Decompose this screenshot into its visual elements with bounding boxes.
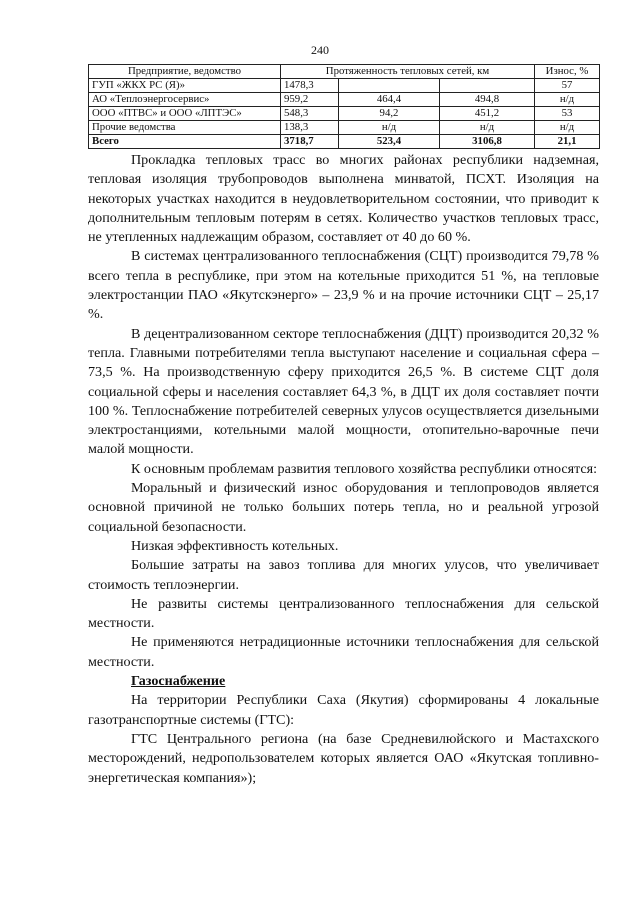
table-header-row <box>89 65 600 79</box>
cell-length-part1: 94,2 <box>339 107 440 121</box>
cell-length-part1 <box>339 79 440 93</box>
cell-length-total: 138,3 <box>281 121 339 135</box>
page-number: 240 <box>311 43 329 57</box>
cell-enterprise: АО «Теплоэнергосервис» <box>89 93 281 107</box>
cell-wear: 21,1 <box>535 135 600 149</box>
paragraph: К основным проблемам развития теплового хозяйства республики относятся: <box>131 460 598 477</box>
cell-length-total: 959,2 <box>281 93 339 107</box>
paragraph: На территории Республики Саха (Якутия) сформированы 4 локальные газотранспортные системы (ГТС): <box>88 692 599 728</box>
paragraph: В децентрализованном секторе теплоснабжения (ДЦТ) производится 20,32 % тепла. Главными потребителями тепла выступают население и социальная сфера – 73,5 %. На производственную сферу приходится 26,5 %. В системе СЦТ доля социальной сферы и населения составляет 64,3 %, в ДЦТ их доля составляет почти 100 %. Теплоснабжение потребителей северных улусов осуществляется дизельными электростанциями, котельными малой мощности, отопительно-варочные печи малой мощности. <box>88 325 599 458</box>
paragraph: Большие затраты на завоз топлива для многих улусов, что увеличивает стоимость теплоэнергии. <box>88 557 599 593</box>
cell-length-part1: 523,4 <box>339 135 440 149</box>
cell-length-part1: 464,4 <box>339 93 440 107</box>
cell-enterprise: Прочие ведомства <box>89 121 281 135</box>
cell-wear: н/д <box>535 93 600 107</box>
cell-enterprise: ГУП «ЖКХ РС (Я)» <box>89 79 281 93</box>
cell-length-part2 <box>440 79 535 93</box>
section-heading-gas: Газоснабжение <box>131 673 226 690</box>
paragraph: Низкая эффективность котельных. <box>131 537 339 554</box>
heat-network-table <box>88 64 600 149</box>
paragraph: Моральный и физический износ оборудования и теплопроводов является основной причиной не только больших потерь тепла, но и реальной угрозой социальной безопасности. <box>88 480 599 535</box>
cell-length-part2: н/д <box>440 121 535 135</box>
cell-length-part1: н/д <box>339 121 440 135</box>
table-total-row <box>89 135 600 149</box>
table-row <box>89 107 600 121</box>
paragraph: Не применяются нетрадиционные источники теплоснабжения для сельской местности. <box>88 634 599 670</box>
paragraph: Прокладка тепловых трасс во многих районах республики надземная, тепловая изоляция трубопроводов выполнена минватой, ПСХТ. Изоляция на некоторых участках находится в неудовлетворительном состоянии, что приводит к дополнительным тепловым потерям в сетях. Количество участков тепловых трасс, не утепленных надлежащим образом, составляет от 40 до 60 %. <box>88 152 599 246</box>
cell-wear: н/д <box>535 121 600 135</box>
cell-length-total: 548,3 <box>281 107 339 121</box>
cell-enterprise: ООО «ПТВС» и ООО «ЛПТЭС» <box>89 107 281 121</box>
body-text <box>88 151 599 788</box>
paragraph: ГТС Центрального региона (на базе Средневилюйского и Мастахского месторождений, недропользователем которых является ОАО «Якутская топливно-энергетическая компания»); <box>88 730 599 786</box>
cell-wear: 57 <box>535 79 600 93</box>
cell-length-part2: 494,8 <box>440 93 535 107</box>
cell-length-total: 3718,7 <box>281 135 339 149</box>
table-row <box>89 121 600 135</box>
header-network-length: Протяженность тепловых сетей, км <box>281 65 535 79</box>
header-enterprise: Предприятие, ведомство <box>89 65 281 79</box>
header-wear: Износ, % <box>535 65 600 79</box>
cell-length-total: 1478,3 <box>281 79 339 93</box>
cell-wear: 53 <box>535 107 600 121</box>
cell-enterprise: Всего <box>89 135 281 149</box>
table-row <box>89 79 600 93</box>
table-row <box>89 93 600 107</box>
paragraph: В системах централизованного теплоснабжения (СЦТ) производится 79,78 % всего тепла в республике, при этом на котельные приходится 51 %, на тепловые электростанции ПАО «Якутскэнерго» – 23,9 % и на прочие источники СЦТ – 25,17 %. <box>88 248 599 323</box>
paragraph: Не развиты системы централизованного теплоснабжения для сельской местности. <box>88 595 599 632</box>
cell-length-part2: 451,2 <box>440 107 535 121</box>
cell-length-part2: 3106,8 <box>440 135 535 149</box>
